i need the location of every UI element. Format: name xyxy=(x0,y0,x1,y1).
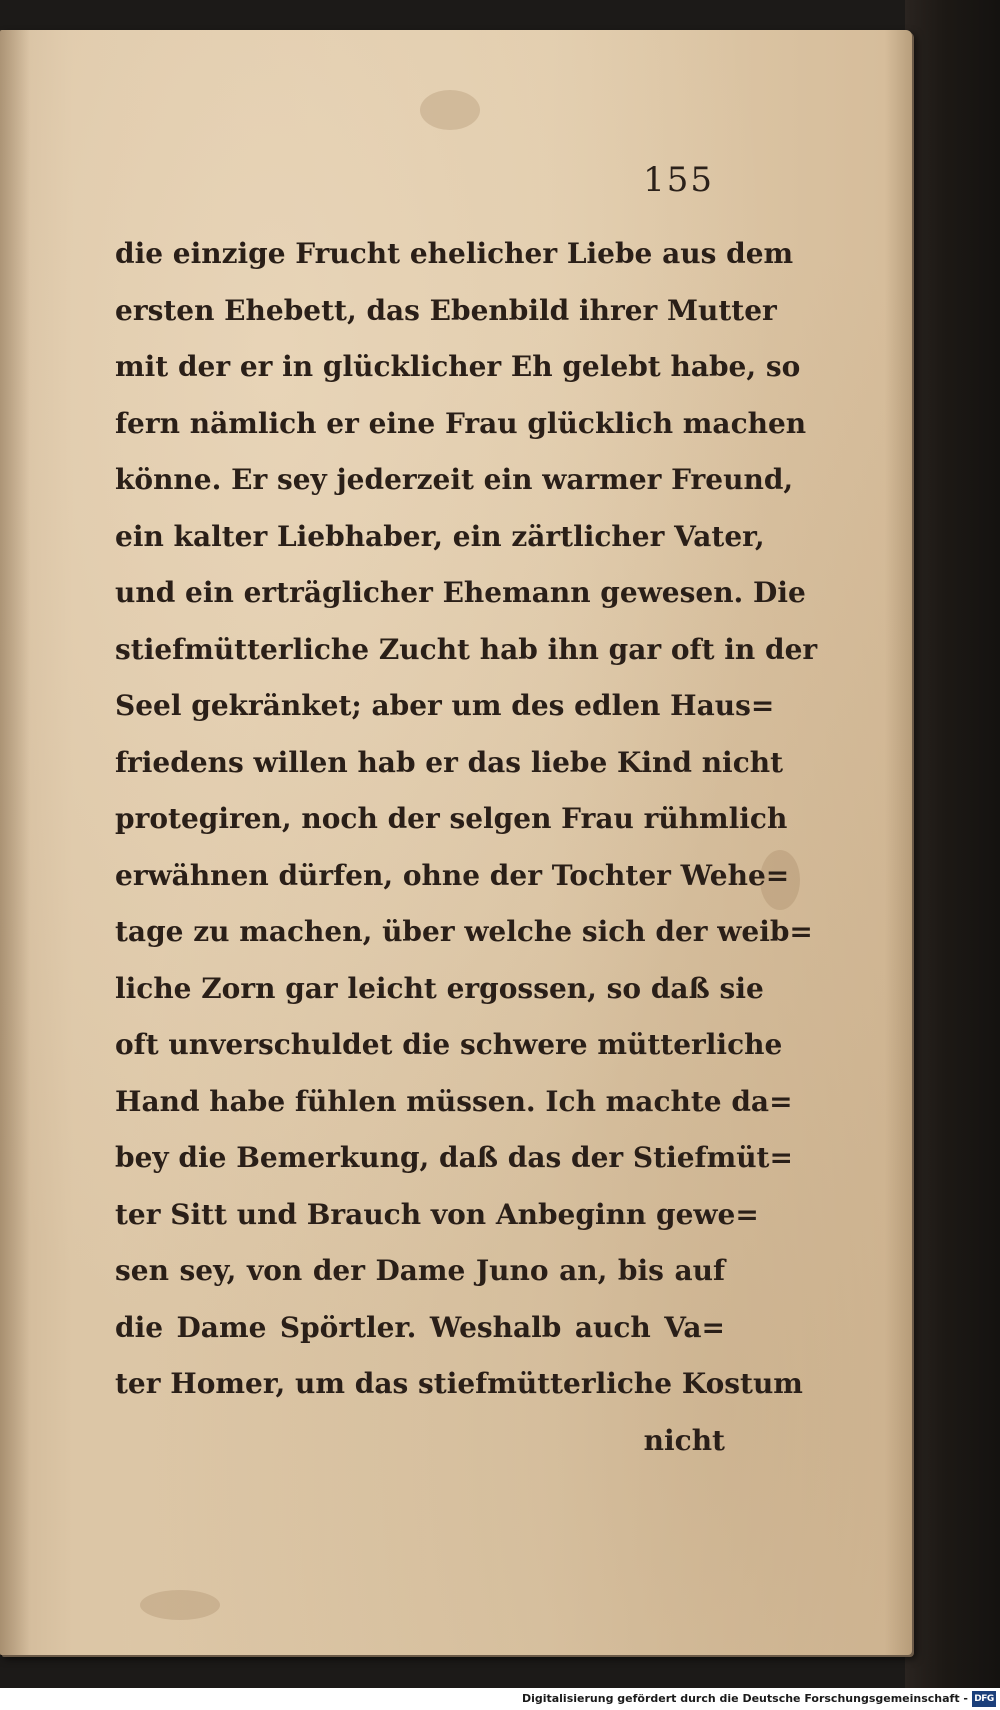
catchword: nicht xyxy=(643,1423,725,1457)
text-line: ter Homer, um das stiefmütterliche Kostum xyxy=(115,1367,803,1400)
text-line: Seel gekränket; aber um des edlen Haus= xyxy=(115,689,775,722)
text-line: stiefmütterliche Zucht hab ihn gar oft in der xyxy=(115,632,818,666)
text-line: ein kalter Liebhaber, ein zärtlicher Vater, xyxy=(115,519,765,553)
page-gutter-shadow xyxy=(0,30,30,1655)
text-line: sen sey, von der Dame Juno an, bis auf xyxy=(115,1254,725,1287)
text-line: könne. Er sey jederzeit ein warmer Freund, xyxy=(115,463,794,496)
text-line: protegiren, noch der selgen Frau rühmlich xyxy=(115,802,788,835)
text-line: liche Zorn gar leicht ergossen, so daß sie xyxy=(115,971,764,1005)
funding-notice: Digitalisierung gefördert durch die Deutsche Forschungsgemeinschaft - xyxy=(521,1692,968,1705)
text-line: friedens willen hab er das liebe Kind nicht xyxy=(115,745,784,779)
page-number: 155 xyxy=(643,160,714,200)
paper-stain xyxy=(420,90,480,130)
text-line: tage zu machen, über welche sich der weib= xyxy=(115,915,813,948)
paper-stain xyxy=(140,1590,220,1620)
text-line: oft unverschuldet die schwere mütterliche xyxy=(115,1028,783,1061)
text-line: erwähnen dürfen, ohne der Tochter Wehe= xyxy=(115,858,790,892)
text-line: bey die Bemerkung, daß das der Stiefmüt= xyxy=(115,1141,793,1174)
body-text xyxy=(115,226,818,1469)
text-line: fern nämlich er eine Frau glücklich machen xyxy=(115,406,807,440)
book-page xyxy=(0,30,912,1655)
text-line: Hand habe fühlen müssen. Ich machte da= xyxy=(115,1084,793,1118)
text-line: und ein erträglicher Ehemann gewesen. Die xyxy=(115,576,806,609)
text-line: die Dame Spörtler. Weshalb auch Va= xyxy=(115,1310,725,1344)
text-line: mit der er in glücklicher Eh gelebt habe, so xyxy=(115,350,801,383)
dfg-logo-icon: DFG xyxy=(972,1691,996,1707)
text-line: ter Sitt und Brauch von Anbeginn gewe= xyxy=(115,1197,759,1231)
text-line: ersten Ehebett, das Ebenbild ihrer Mutter xyxy=(115,293,777,327)
scanner-background xyxy=(905,0,1000,1710)
text-line: die einzige Frucht ehelicher Liebe aus dem xyxy=(115,237,794,270)
